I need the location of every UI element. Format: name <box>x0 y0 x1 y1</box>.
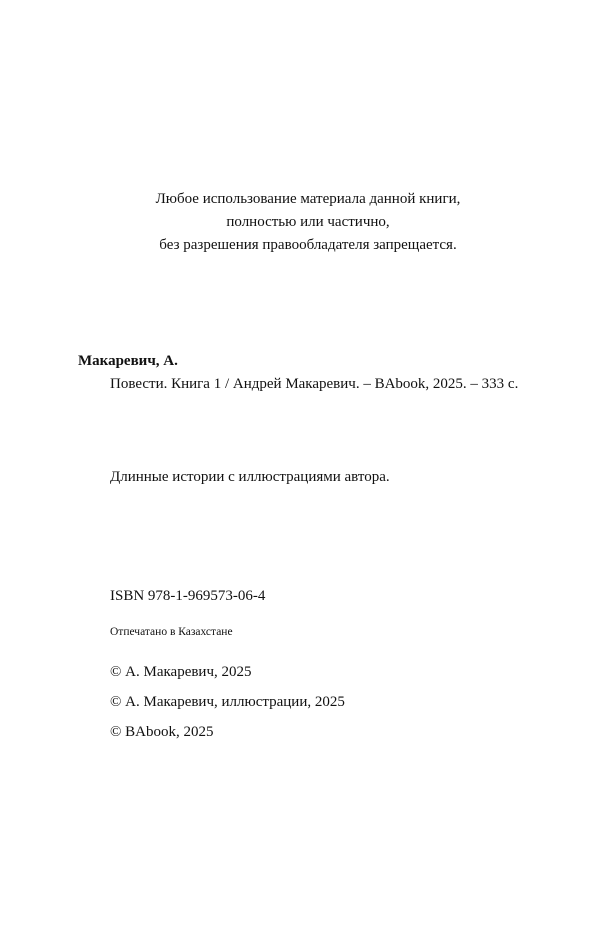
catalog-bibliographic-record: Повести. Книга 1 / Андрей Макаревич. – BAbook, 2025. – 333 с. <box>110 376 519 392</box>
copyright-notice <box>0 188 616 257</box>
isbn: ISBN 978-1-969573-06-4 <box>110 588 266 604</box>
catalog-annotation: Длинные истории с иллюстрациями автора. <box>110 469 390 485</box>
notice-line: Любое использование материала данной книги, <box>155 191 461 207</box>
catalog-author: Макаревич, А. <box>78 353 178 369</box>
copyright-line: © А. Макаревич, иллюстрации, 2025 <box>110 694 345 710</box>
notice-line: без разрешения правообладателя запрещается. <box>159 237 457 253</box>
copyright-line: © А. Макаревич, 2025 <box>110 664 252 680</box>
copyright-list <box>110 657 345 747</box>
printed-in: Отпечатано в Казахстане <box>110 626 233 638</box>
copyright-line: © BAbook, 2025 <box>110 724 214 740</box>
notice-line: полностью или частично, <box>226 214 390 230</box>
